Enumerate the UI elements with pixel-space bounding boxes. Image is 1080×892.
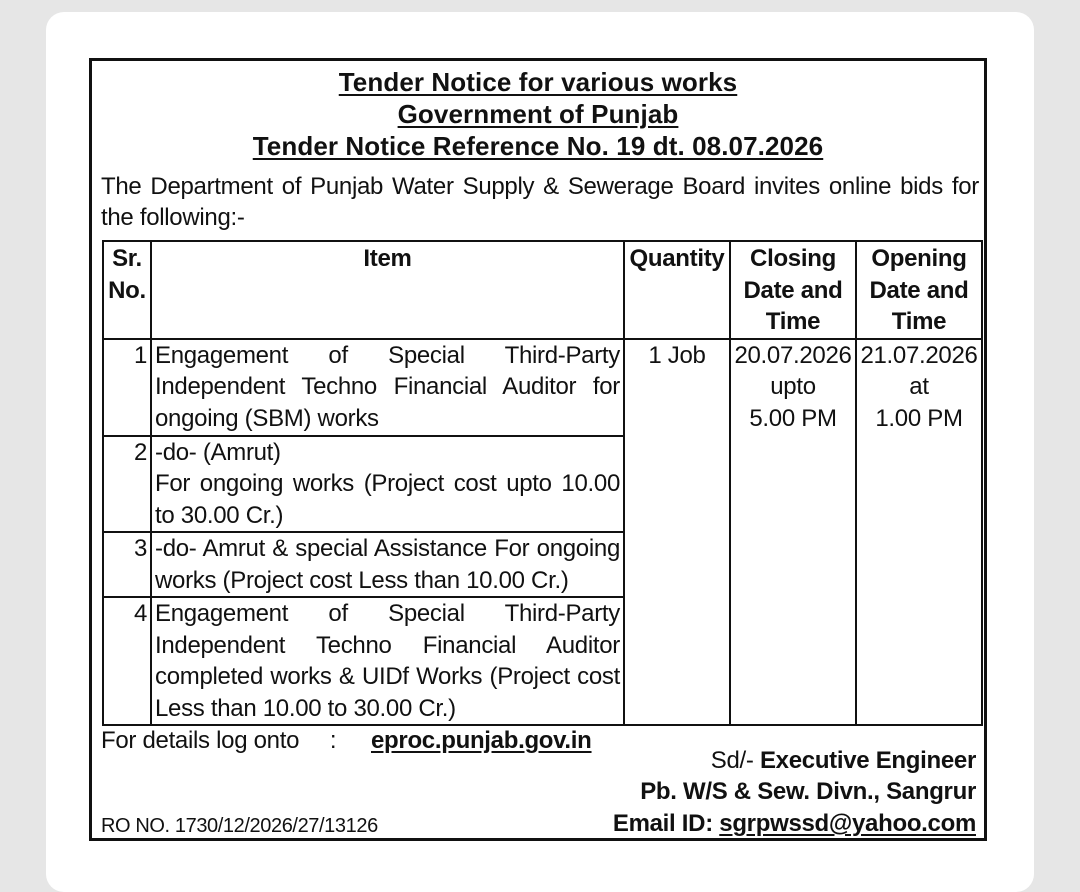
row-sr: 1 xyxy=(103,339,151,436)
division-line: Pb. W/S & Sew. Divn., Sangrur xyxy=(640,778,976,805)
header-item: Item xyxy=(151,241,624,339)
details-label: For details log onto xyxy=(101,727,300,754)
eproc-link[interactable]: eproc.punjab.gov.in xyxy=(371,727,592,754)
email-line xyxy=(613,810,976,838)
ro-number: RO NO. 1730/12/2026/27/13126 xyxy=(101,815,378,837)
signature-title: Executive Engineer xyxy=(759,747,976,774)
tender-table xyxy=(102,240,983,726)
tender-notice xyxy=(89,58,987,841)
row-sr: 3 xyxy=(103,532,151,597)
row-item: Engagement of Special Third-Party Independent Techno Financial Auditor for ongoing (SBM) works xyxy=(151,339,624,436)
notice-reference: Tender Notice Reference No. 19 dt. 08.07.2026 xyxy=(252,131,824,161)
opening-cell: 21.07.2026 at 1.00 PM xyxy=(856,339,982,726)
details-line xyxy=(101,727,592,755)
row-sr: 4 xyxy=(103,597,151,725)
header-opening: Opening Date and Time xyxy=(856,241,982,339)
closing-cell: 20.07.2026 upto 5.00 PM xyxy=(730,339,856,726)
row-item: -do- (Amrut) For ongoing works (Project cost upto 10.00 to 30.00 Cr.) xyxy=(151,436,624,533)
quantity-cell: 1 Job xyxy=(624,339,730,726)
notice-title: Tender Notice for various works xyxy=(338,67,738,97)
header-closing: Closing Date and Time xyxy=(730,241,856,339)
header-quantity: Quantity xyxy=(624,241,730,339)
signature-line xyxy=(711,747,976,775)
details-separator: : xyxy=(329,727,337,754)
email-link[interactable]: sgrpwssd@yahoo.com xyxy=(719,810,976,837)
intro-text: The Department of Punjab Water Supply & Sewerage Board invites online bids for the following:- xyxy=(101,173,979,231)
table-row xyxy=(103,339,982,436)
email-label: Email ID: xyxy=(612,810,713,837)
row-item: -do- Amrut & special Assistance For ongoing works (Project cost Less than 10.00 Cr.) xyxy=(151,532,624,597)
header-sr: Sr. No. xyxy=(103,241,151,339)
notice-government: Government of Punjab xyxy=(397,99,679,129)
row-item: Engagement of Special Third-Party Independent Techno Financial Auditor completed works & UIDf Works (Project cost Less than 10.00 to 30.00 Cr.) xyxy=(151,597,624,725)
table-header-row xyxy=(103,241,982,339)
row-sr: 2 xyxy=(103,436,151,533)
signature-prefix: Sd/- xyxy=(710,747,754,774)
